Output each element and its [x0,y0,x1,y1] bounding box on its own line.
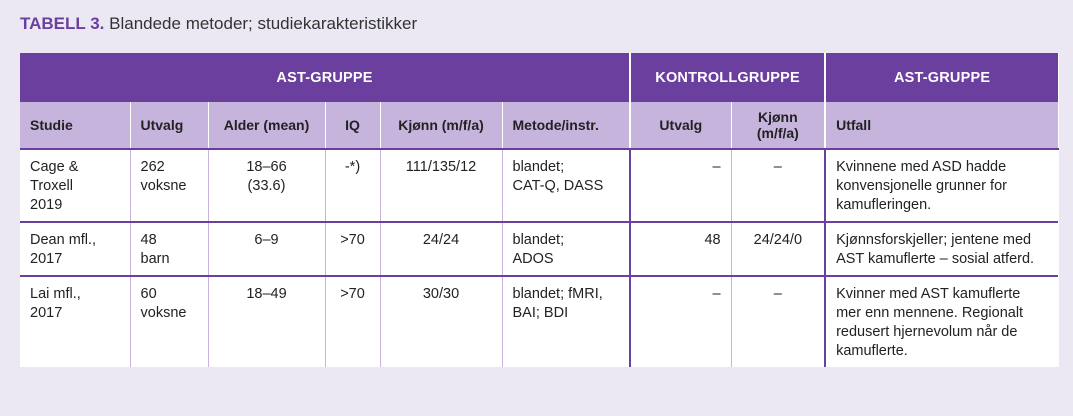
cell-kjonn: 111/135/12 [380,149,502,222]
table-row [20,276,1058,367]
cell-kontroll-utvalg: – [630,149,731,222]
study-table [20,53,1059,367]
group-header-ast: AST-GRUPPE [20,53,630,102]
cell-utfall: Kvinnene med ASD hadde konvensjonelle grunner for kamufleringen. [825,149,1058,222]
caption-label: TABELL 3. [20,14,105,33]
cell-studie: Lai mfl., 2017 [20,276,130,367]
column-header-row [20,102,1058,149]
group-header-control: KONTROLLGRUPPE [630,53,825,102]
cell-kontroll-kjonn: 24/24/0 [731,222,825,276]
cell-metode: blandet; CAT-Q, DASS [502,149,630,222]
col-header-alder: Alder (mean) [208,102,325,149]
col-header-kjonn: Kjønn (m/f/a) [380,102,502,149]
table-caption [20,14,417,34]
cell-iq: >70 [325,276,380,367]
col-header-metode: Metode/instr. [502,102,630,149]
cell-alder: 18–49 [208,276,325,367]
col-header-utvalg: Utvalg [130,102,208,149]
table-row [20,149,1058,222]
group-header-row [20,53,1058,102]
col-header-studie: Studie [20,102,130,149]
cell-kjonn: 24/24 [380,222,502,276]
cell-metode: blandet; ADOS [502,222,630,276]
col-header-kontroll-kjonn: Kjønn (m/f/a) [731,102,825,149]
cell-utvalg: 60 voksne [130,276,208,367]
cell-alder: 6–9 [208,222,325,276]
cell-iq: -*) [325,149,380,222]
col-header-iq: IQ [325,102,380,149]
cell-kontroll-kjonn: – [731,149,825,222]
cell-metode: blandet; fMRI, BAI; BDI [502,276,630,367]
col-header-kontroll-utvalg: Utvalg [630,102,731,149]
cell-utfall: Kvinner med AST kamuflerte mer enn mennene. Regionalt redusert hjernevolum når de kamuflerte. [836,286,1024,359]
cell-studie: Dean mfl., 2017 [20,222,130,276]
group-header-outcome: AST-GRUPPE [825,53,1058,102]
cell-kjonn: 30/30 [380,276,502,367]
cell-utfall: Kjønnsforskjeller; jentene med AST kamuflerte – sosial atferd. [825,222,1058,276]
cell-alder: 18–66 (33.6) [208,149,325,222]
cell-kontroll-utvalg: – [630,276,731,367]
cell-kontroll-kjonn: – [731,276,825,367]
cell-iq: >70 [325,222,380,276]
cell-kontroll-utvalg: 48 [630,222,731,276]
col-header-utfall: Utfall [825,102,1058,149]
table-row [20,222,1058,276]
cell-utvalg: 48 barn [130,222,208,276]
caption-text: Blandede metoder; studiekarakteristikker [109,14,418,33]
cell-studie: Cage & Troxell 2019 [20,149,130,222]
cell-utvalg: 262 voksne [130,149,208,222]
